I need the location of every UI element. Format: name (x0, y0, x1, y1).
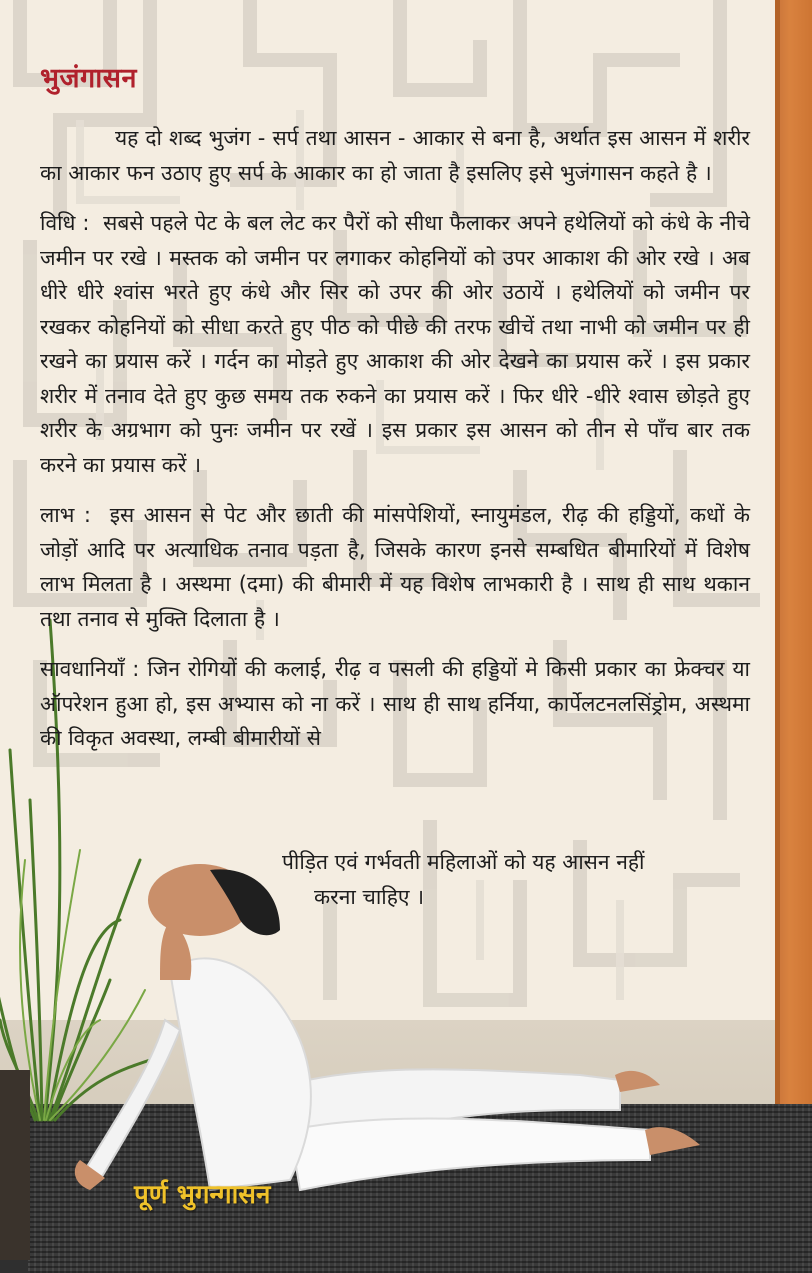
benefits-label: लाभ : (40, 503, 91, 527)
precautions-label: सावधानियाँ : (40, 657, 140, 681)
method-text: सबसे पहले पेट के बल लेट कर पैरों को सीधा फैलाकर अपने हथेलियों को कंधे के नीचे जमीन पर रखे । मस्तक को जमीन पर लगाकर कोहनियों को उपर आकाश की ओर रखे । अब धीरे धीरे श्वांस भरते हुए कंधे और सिर को उपर की ओर उठायें । हथेलियों को जमीन पर रखकर कोहनियों को सीधा करते हुए पीठ को पीछे की तरफ खीचें तथा नाभी को जमीन पर ही रखने का प्रयास करें । गर्दन का मोड़ते हुए आकाश की ओर देखने का प्रयास करें । इस प्रकार शरीर में तनाव देते हुए कुछ समय तक रुकने का प्रयास करें । फिर धीरे -धीरे श्वास छोड़ते हुए शरीर के अग्रभाग को पुनः जमीन पर रखें । इस प्रकार इस आसन को तीन से पाँच बार तक करने का प्रयास करें । (40, 211, 750, 477)
intro-paragraph: यह दो शब्द भुजंग - सर्प तथा आसन - आकार से बना है, अर्थात इस आसन में शरीर का आकार फन उठाए हुए सर्प के आकार का हो जाता है इसलिए इसे भुजंगासन कहते है । (40, 126, 750, 185)
method-label: विधि : (40, 211, 90, 235)
method-paragraph (40, 206, 750, 482)
precautions-line-3: करना चाहिए । (314, 884, 425, 909)
precautions-line-2: पीड़ित एवं गर्भवती महिलाओं को यह आसन नहीं (282, 850, 645, 874)
benefits-text: इस आसन से पेट और छाती की मांसपेशियों, स्नायुमंडल, रीढ़ की हड्डियों, कधों के जोड़ों आदि पर अत्याधिक तनाव पड़ता है, जिसके कारण इनसे सम्बधित बीमारियों में विशेष लाभ मिलता है । अस्थमा (दमा) की बीमारी में यह विशेष लाभकारी है । साथ ही साथ थकान तथा तनाव से मुक्ति दिलाता है । (40, 503, 750, 631)
precautions-paragraph (40, 652, 750, 756)
orange-side-strip (775, 0, 812, 1273)
precautions-text: जिन रोगियों की कलाई, रीढ़ व पसली की हड्डियों मे किसी प्रकार का फ्रेक्चर या ऑपरेशन हुआ हो, इस अभ्यास को ना करें । साथ ही साथ हर्निया, कार्पेलटनलसिंड्रोम, अस्थमा की विकृत अवस्था, लम्बी बीमारीयों से (40, 657, 750, 750)
pose-caption: पूर्ण भुगन्गासन (134, 1180, 271, 1210)
page-title: भुजंगासन (40, 63, 137, 94)
benefits-paragraph (40, 498, 750, 636)
precautions-continuation (282, 845, 752, 914)
article-content (40, 58, 750, 756)
